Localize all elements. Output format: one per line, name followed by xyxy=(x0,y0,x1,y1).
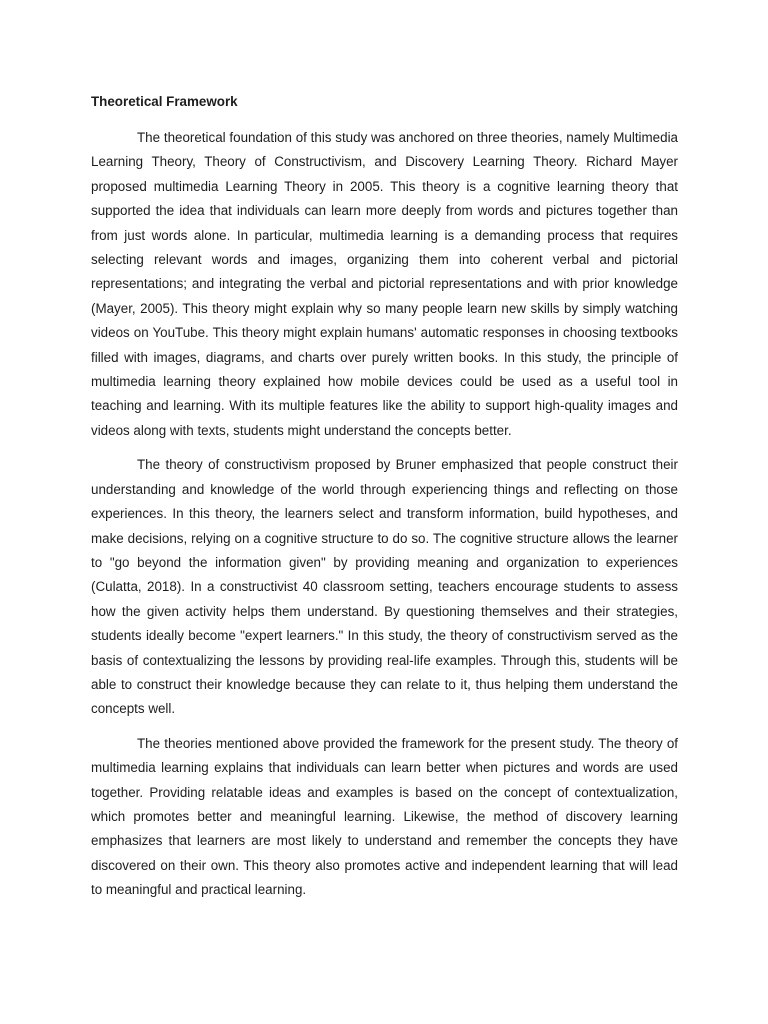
document-body xyxy=(91,92,678,903)
section-title: Theoretical Framework xyxy=(91,94,238,109)
paragraph-constructivism: The theory of constructivism proposed by Bruner emphasized that people construct their understanding and knowledge of the world through experiencing things and reflecting on those experiences. In this theory, the learners select and transform information, build hypotheses, and make decisions, relying on a cognitive structure to do so. The cognitive structure allows the learner to "go beyond the information given" by providing meaning and organization to experiences (Culatta, 2018). In a constructivist 40 classroom setting, teachers encourage students to assess how the given activity helps them understand. By questioning themselves and their strategies, students ideally become "expert learners." In this study, the theory of constructivism served as the basis of contextualizing the lessons by providing real-life examples. Through this, students will be able to construct their knowledge because they can relate to it, thus helping them understand the concepts well. xyxy=(91,457,678,717)
paragraph-multimedia-learning: The theoretical foundation of this study was anchored on three theories, namely Multimedia Learning Theory, Theory of Constructivism, and Discovery Learning Theory. Richard Mayer proposed multimedia Learning Theory in 2005. This theory is a cognitive learning theory that supported the idea that individuals can learn more deeply from words and pictures together than from just words alone. In particular, multimedia learning is a demanding process that requires selecting relevant words and images, organizing them into coherent verbal and pictorial representations; and integrating the verbal and pictorial representations and with prior knowledge (Mayer, 2005). This theory might explain why so many people learn new skills by simply watching videos on YouTube. This theory might explain humans' automatic responses in choosing textbooks filled with images, diagrams, and charts over purely written books. In this study, the principle of multimedia learning theory explained how mobile devices could be used as a useful tool in teaching and learning. With its multiple features like the ability to support high-quality images and videos along with texts, students might understand the concepts better. xyxy=(91,130,678,438)
paragraph-framework-summary: The theories mentioned above provided the framework for the present study. The theory of multimedia learning explains that individuals can learn better when pictures and words are used together. Providing relatable ideas and examples is based on the concept of contextualization, which promotes better and meaningful learning. Likewise, the method of discovery learning emphasizes that learners are most likely to understand and remember the concepts they have discovered on their own. This theory also promotes active and independent learning that will lead to meaningful and practical learning. xyxy=(91,735,678,898)
